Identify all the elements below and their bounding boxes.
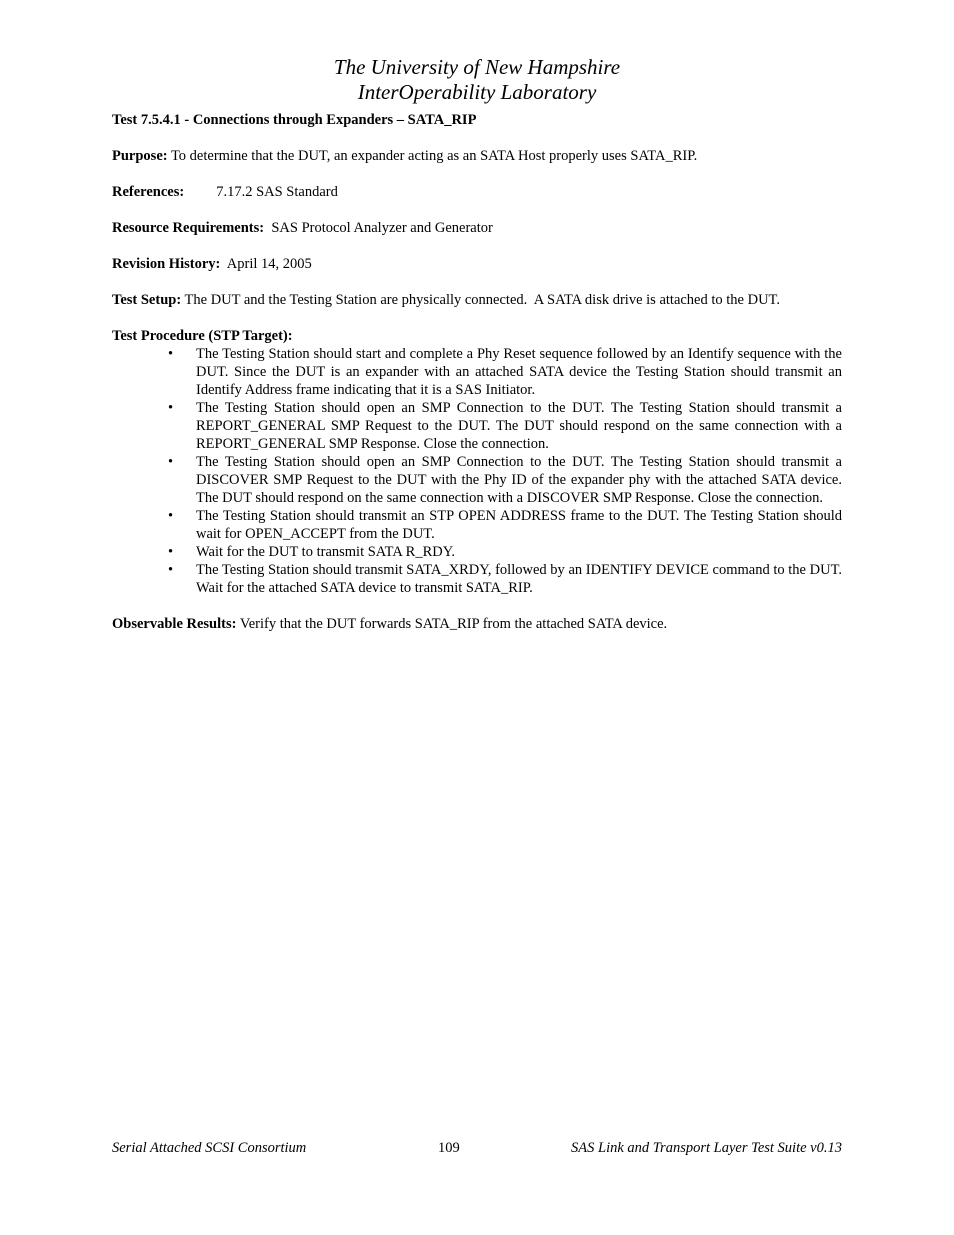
step-text: The Testing Station should transmit an STP OPEN ADDRESS frame to the DUT. The Testing Station should wait for OPEN_ACCEPT from the DUT. [196, 508, 842, 542]
results-text: Verify that the DUT forwards SATA_RIP from the attached SATA device. [236, 616, 668, 632]
revision-text: April 14, 2005 [220, 256, 312, 272]
bullet-icon: • [168, 508, 174, 524]
bullet-icon: • [168, 346, 174, 362]
list-item [112, 399, 842, 453]
revision-section [112, 255, 842, 273]
step-text: The Testing Station should start and complete a Phy Reset sequence followed by an Identify sequence with the DUT. Since the DUT is an expander with an attached SATA device the Testing Station should transmit an Identify Address frame indicating that it is a SAS Initiator. [196, 346, 842, 398]
test-title: Test 7.5.4.1 - Connections through Expanders – SATA_RIP [112, 112, 477, 128]
resources-label: Resource Requirements: [112, 220, 265, 236]
page-number: 109 [438, 1140, 460, 1156]
step-text: The Testing Station should transmit SATA_XRDY, followed by an IDENTIFY DEVICE command to the DUT. Wait for the attached SATA device to transmit SATA_RIP. [196, 562, 842, 596]
purpose-section [112, 147, 842, 165]
step-text: Wait for the DUT to transmit SATA R_RDY. [196, 544, 455, 560]
document-body [112, 111, 842, 651]
bullet-icon: • [168, 562, 174, 578]
bullet-icon: • [168, 454, 174, 470]
bullet-icon: • [168, 544, 174, 560]
resources-section [112, 219, 842, 237]
results-label: Observable Results: [112, 616, 237, 632]
revision-label: Revision History: [112, 256, 221, 272]
header-lab: InterOperability Laboratory [357, 80, 597, 104]
setup-section [112, 291, 842, 309]
list-item [112, 561, 842, 597]
page-footer [112, 1139, 842, 1159]
step-text: The Testing Station should open an SMP Connection to the DUT. The Testing Station should transmit a REPORT_GENERAL SMP Request to the DUT. The DUT should respond on the same connection with a REPORT_GENERAL SMP Response. Close the connection. [196, 400, 842, 452]
procedure-list [112, 345, 842, 597]
bullet-icon: • [168, 400, 174, 416]
header-institution: The University of New Hampshire [333, 55, 621, 79]
references-section [112, 183, 842, 201]
references-label: References: [112, 184, 185, 200]
list-item [112, 507, 842, 543]
list-item [112, 543, 842, 561]
results-section [112, 615, 842, 633]
procedure-heading: Test Procedure (STP Target): [112, 328, 293, 344]
purpose-label: Purpose: [112, 148, 168, 164]
step-text: The Testing Station should open an SMP Connection to the DUT. The Testing Station should transmit a DISCOVER SMP Request to the DUT with the Phy ID of the expander phy with the attached SATA device. The DUT should respond on the same connection with a DISCOVER SMP Response. Close the connection. [196, 454, 842, 506]
setup-label: Test Setup: [112, 292, 182, 308]
references-text: 7.17.2 SAS Standard [216, 184, 338, 200]
setup-text: The DUT and the Testing Station are physically connected. A SATA disk drive is attached to the DUT. [181, 292, 780, 308]
page-header [0, 55, 954, 105]
footer-suite-title: SAS Link and Transport Layer Test Suite v0.13 [571, 1140, 842, 1156]
list-item [112, 453, 842, 507]
resources-text: SAS Protocol Analyzer and Generator [264, 220, 493, 236]
list-item [112, 345, 842, 399]
purpose-text: To determine that the DUT, an expander acting as an SATA Host properly uses SATA_RIP. [167, 148, 698, 164]
footer-consortium: Serial Attached SCSI Consortium [112, 1140, 307, 1156]
